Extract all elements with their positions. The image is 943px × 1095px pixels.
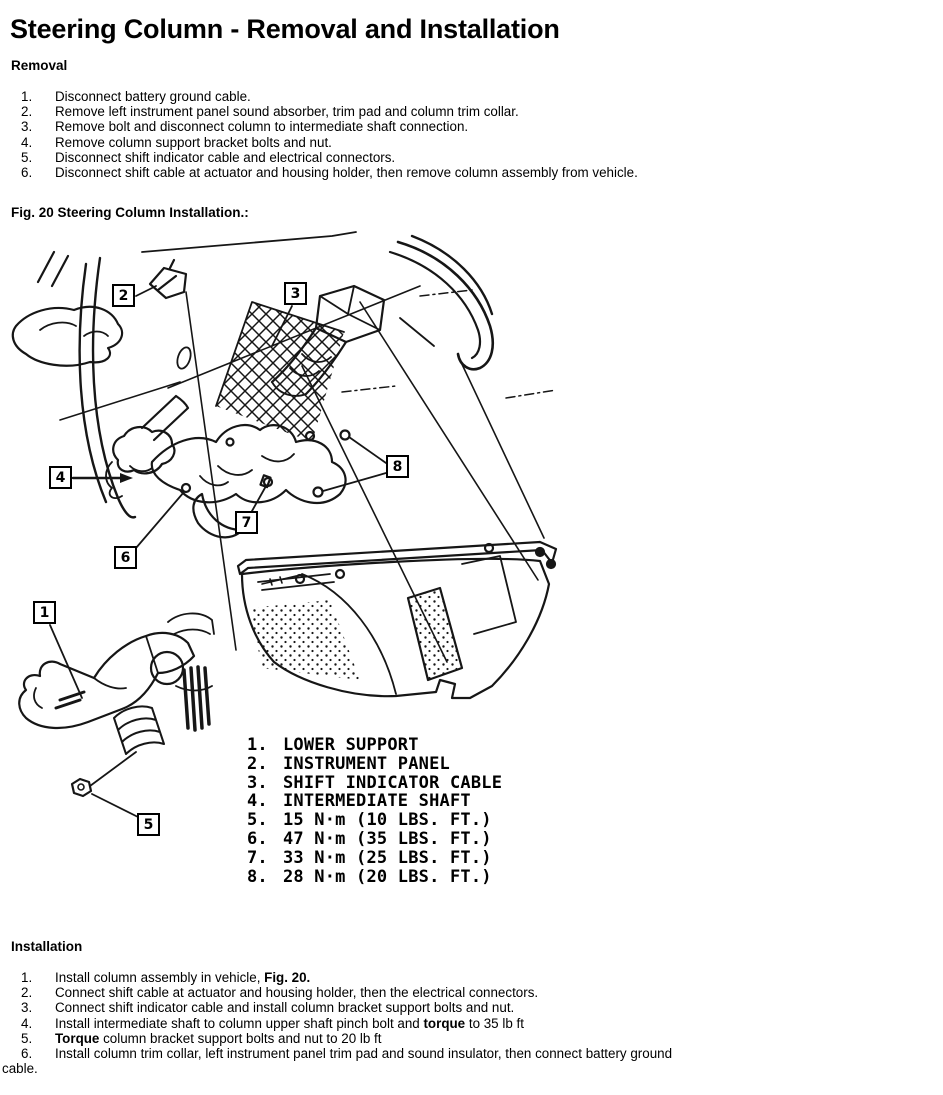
procedure-step <box>2 985 932 1000</box>
step-text: Remove bolt and disconnect column to intermediate shaft connection. <box>55 119 469 135</box>
step-text: Remove left instrument panel sound absorber, trim pad and column trim collar. <box>55 104 519 120</box>
step-number: 1. <box>21 970 33 985</box>
step-number: 5. <box>21 149 33 165</box>
step-text: torque <box>423 1015 466 1031</box>
legend-item <box>247 755 502 774</box>
procedure-step <box>2 1031 932 1046</box>
legend-item-number: 1. <box>247 735 268 755</box>
legend-item <box>247 811 502 830</box>
procedure-step <box>2 89 932 104</box>
removal-steps-list <box>2 89 932 180</box>
page-title: Steering Column - Removal and Installation <box>10 14 560 45</box>
legend-item-number: 3. <box>247 772 268 793</box>
figure-legend <box>247 736 502 886</box>
procedure-step <box>2 1016 932 1031</box>
step-text: Connect shift cable at actuator and housing holder, then the electrical connectors. <box>55 985 539 1001</box>
legend-item-label: 15 N·m (10 LBS. FT.) <box>283 810 492 831</box>
step-number: 3. <box>21 1000 33 1016</box>
step-number: 6. <box>21 165 33 181</box>
legend-item <box>247 868 502 887</box>
procedure-step <box>2 150 932 165</box>
callout-box-1: 1 <box>33 601 56 624</box>
removal-heading: Removal <box>11 58 68 73</box>
legend-item-number: 2. <box>247 753 268 774</box>
legend-item-label: INSTRUMENT PANEL <box>283 753 450 774</box>
step-number: 2. <box>21 985 33 1001</box>
legend-item-label: 47 N·m (35 LBS. FT.) <box>283 828 492 849</box>
legend-item-label: SHIFT INDICATOR CABLE <box>283 772 503 793</box>
legend-item-number: 7. <box>247 847 268 868</box>
step-number: 4. <box>21 134 33 150</box>
legend-item-number: 4. <box>247 791 268 812</box>
procedure-step <box>2 104 932 119</box>
legend-item-label: 28 N·m (20 LBS. FT.) <box>283 866 492 887</box>
procedure-step <box>2 165 932 180</box>
step-text: cable. <box>2 1061 38 1077</box>
legend-item-label: INTERMEDIATE SHAFT <box>283 791 471 812</box>
callout-box-2: 2 <box>112 284 135 307</box>
step-text: Disconnect shift cable at actuator and housing holder, then remove column assembly from vehicle. <box>55 165 638 181</box>
callout-box-7: 7 <box>235 511 258 534</box>
legend-item-label: 33 N·m (25 LBS. FT.) <box>283 847 492 868</box>
procedure-step <box>2 1046 932 1076</box>
step-text: column bracket support bolts and nut to 20 lb ft <box>99 1030 382 1046</box>
step-number: 1. <box>21 89 33 104</box>
legend-item <box>247 774 502 793</box>
legend-item <box>247 849 502 868</box>
installation-steps-list <box>2 970 932 1076</box>
callout-box-6: 6 <box>114 546 137 569</box>
step-text: Install intermediate shaft to column upper shaft pinch bolt and <box>55 1015 424 1031</box>
procedure-step <box>2 135 932 150</box>
legend-item <box>247 830 502 849</box>
callout-box-8: 8 <box>386 455 409 478</box>
callout-box-3: 3 <box>284 282 307 305</box>
step-text: Install column trim collar, left instrument panel trim pad and sound insulator, then connect battery ground <box>55 1046 673 1062</box>
callout-box-4: 4 <box>49 466 72 489</box>
step-text: Remove column support bracket bolts and nut. <box>55 134 332 150</box>
step-text: Torque <box>55 1030 100 1046</box>
installation-heading: Installation <box>11 939 83 954</box>
step-number: 5. <box>21 1030 33 1046</box>
step-number: 6. <box>21 1046 33 1062</box>
step-number: 2. <box>21 104 33 120</box>
legend-item-number: 8. <box>247 866 268 887</box>
step-text: to 35 lb ft <box>465 1015 524 1031</box>
step-number: 4. <box>21 1015 33 1031</box>
figure-caption: Fig. 20 Steering Column Installation.: <box>11 205 249 220</box>
legend-item-number: 6. <box>247 828 268 849</box>
step-text: Connect shift indicator cable and install column bracket support bolts and nut. <box>55 1000 515 1016</box>
step-text: Disconnect shift indicator cable and electrical connectors. <box>55 149 396 165</box>
figure-20-diagram <box>0 230 600 920</box>
legend-item <box>247 792 502 811</box>
legend-item-label: LOWER SUPPORT <box>283 735 419 755</box>
procedure-step <box>2 970 932 985</box>
step-text: Fig. 20. <box>264 970 311 985</box>
step-text: Disconnect battery ground cable. <box>55 89 251 104</box>
procedure-step <box>2 119 932 134</box>
procedure-step <box>2 1000 932 1015</box>
legend-item <box>247 736 502 755</box>
step-number: 3. <box>21 119 33 135</box>
legend-item-number: 5. <box>247 810 268 831</box>
callout-box-5: 5 <box>137 813 160 836</box>
step-text: Install column assembly in vehicle, <box>55 970 265 985</box>
